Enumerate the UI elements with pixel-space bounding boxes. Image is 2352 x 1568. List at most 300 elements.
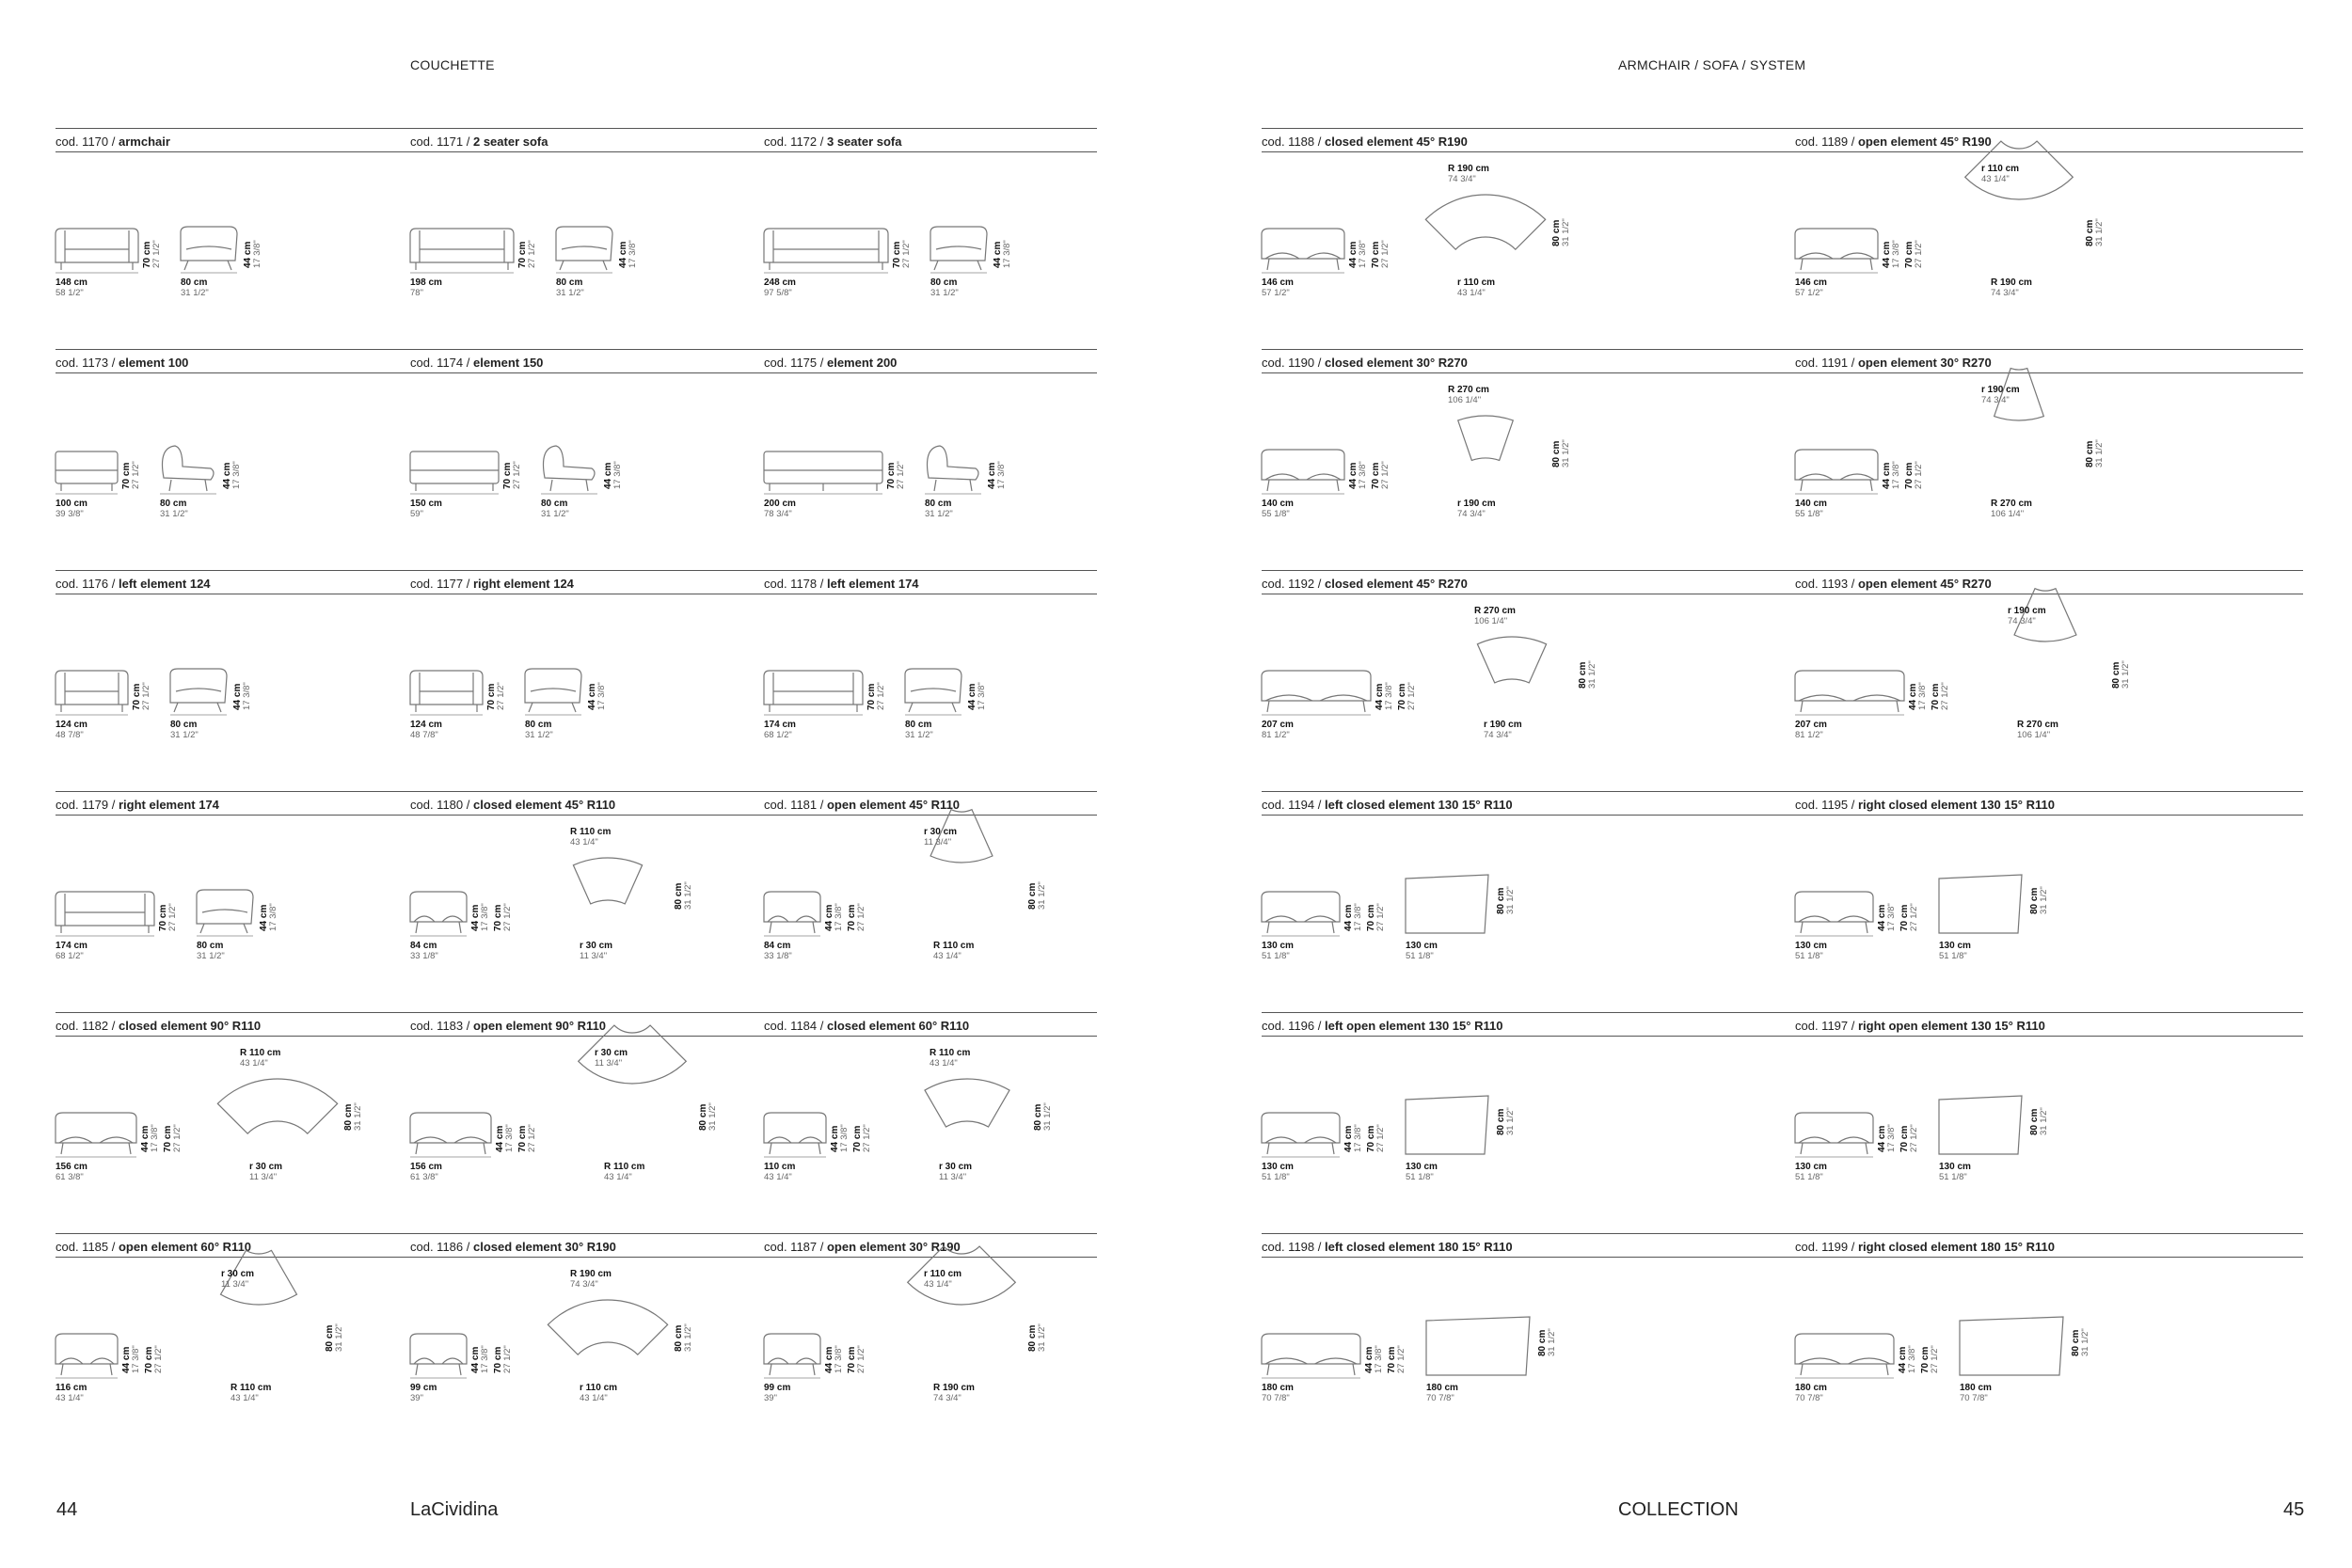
seat-in: 17 3/8": [1907, 1345, 1917, 1373]
seat-in: 17 3/8": [1353, 1124, 1363, 1152]
item-1180-plan-view: [573, 858, 642, 904]
item-1178-front-view: [764, 671, 863, 715]
item-1184-front-view: [764, 1113, 826, 1157]
seat-cm: 44 cm: [824, 904, 834, 931]
height-cm: 70 cm: [866, 683, 877, 710]
item-1181-front-view: [764, 892, 820, 936]
seat-cm: 44 cm: [618, 241, 628, 268]
seat-cm: 44 cm: [232, 683, 243, 710]
inner-radius-in: 11 3/4": [580, 951, 608, 961]
product-code: [1262, 356, 1468, 370]
product-item-1180: [410, 791, 764, 998]
technical-drawing: [410, 816, 749, 994]
drawing-canvas: [764, 152, 1103, 331]
product-name: closed element 60° R110: [826, 1019, 970, 1033]
outer-radius-in: 43 1/4": [1981, 174, 2010, 184]
inner-radius-in: 74 3/4": [1484, 730, 1512, 740]
product-name: closed element 30° R190: [472, 1240, 616, 1254]
seat-in: 17 3/8": [268, 903, 278, 931]
item-1171-side-view: [556, 227, 612, 273]
width-in: 51 1/8": [1795, 1172, 1823, 1182]
height-in: 27 1/2": [502, 1345, 513, 1373]
drawing-canvas: [56, 1258, 394, 1436]
plan-depth-in: 31 1/2": [1037, 1323, 1047, 1352]
code-number: cod. 1194 /: [1262, 798, 1325, 812]
height-in: 27 1/2": [167, 903, 178, 931]
drawing-canvas: [764, 1037, 1103, 1215]
plan-depth-cm: 80 cm: [2029, 1108, 2040, 1135]
product-code: [764, 356, 897, 370]
code-number: cod. 1171 /: [410, 135, 473, 149]
inner-radius-cm: R 110 cm: [230, 1383, 272, 1393]
outer-radius-in: 11 3/4": [221, 1279, 249, 1290]
item-1182-plan-view: [217, 1079, 337, 1133]
seat-cm: 44 cm: [470, 904, 481, 931]
height-cm: 70 cm: [1920, 1346, 1931, 1373]
drawing-canvas: [56, 1037, 394, 1215]
seat-in: 17 3/8": [1891, 240, 1901, 268]
technical-drawing: [1262, 152, 1600, 331]
product-row: [1262, 349, 2303, 556]
inner-radius-in: 43 1/4": [1457, 288, 1486, 298]
drawing-canvas: [1262, 152, 1600, 331]
outer-radius-cm: R 270 cm: [1474, 606, 1516, 616]
height-cm: 70 cm: [892, 241, 902, 268]
height-cm: 70 cm: [847, 904, 857, 931]
outer-radius-cm: r 190 cm: [2008, 606, 2046, 616]
width-cm: 156 cm: [410, 1162, 442, 1172]
drawing-canvas: [1795, 594, 2134, 773]
seat-in: 17 3/8": [839, 1124, 850, 1152]
height-cm: 70 cm: [502, 462, 513, 489]
width-cm: 99 cm: [764, 1383, 791, 1393]
item-1179-side-view: [197, 890, 253, 936]
plan-depth-in: 31 1/2": [1505, 1107, 1516, 1135]
inner-radius-in: 74 3/4": [1457, 509, 1486, 519]
plan-depth-cm: 80 cm: [2085, 219, 2095, 246]
inner-radius-cm: r 110 cm: [1457, 277, 1496, 288]
seat-in: 17 3/8": [612, 461, 623, 489]
technical-drawing: [410, 373, 749, 552]
height-cm: 70 cm: [132, 683, 142, 710]
height-in: 27 1/2": [856, 903, 866, 931]
technical-drawing: [56, 816, 394, 994]
inner-radius-in: 11 3/4": [939, 1172, 967, 1182]
technical-drawing: [56, 1258, 394, 1436]
width-cm: 130 cm: [1262, 1162, 1294, 1172]
product-name: open element 90° R110: [472, 1019, 607, 1033]
plan-depth-in: 31 1/2": [334, 1323, 344, 1352]
height-cm: 70 cm: [1904, 462, 1915, 489]
height-cm: 70 cm: [144, 1346, 154, 1373]
width-cm: 124 cm: [56, 720, 87, 730]
technical-drawing: [764, 816, 1103, 994]
product-code: [56, 577, 211, 591]
seat-in: 17 3/8": [1917, 682, 1928, 710]
plan-width-in: 51 1/8": [1406, 1172, 1434, 1182]
drawing-canvas: [764, 1258, 1103, 1436]
product-item-1184: [764, 1012, 1097, 1219]
drawing-canvas: [410, 594, 749, 773]
item-1198-front-view: [1262, 1334, 1360, 1378]
product-code: [1262, 1019, 1502, 1033]
width-cm: 156 cm: [56, 1162, 87, 1172]
height-cm: 70 cm: [1899, 904, 1910, 931]
product-item-1177: [410, 570, 764, 777]
technical-drawing: [1795, 1037, 2134, 1215]
product-code: [1795, 798, 2055, 812]
code-number: cod. 1195 /: [1795, 798, 1858, 812]
item-1185-front-view: [56, 1334, 118, 1378]
product-code: [1795, 135, 1992, 149]
product-item-1176: [56, 570, 410, 777]
item-1188-plan-view: [1425, 195, 1545, 249]
width-cm: 207 cm: [1262, 720, 1294, 730]
code-number: cod. 1170 /: [56, 135, 119, 149]
product-name: open element 60° R110: [118, 1240, 252, 1254]
item-1199-front-view: [1795, 1334, 1894, 1378]
code-number: cod. 1183 /: [410, 1019, 473, 1033]
code-number: cod. 1189 /: [1795, 135, 1858, 149]
seat-in: 17 3/8": [1002, 240, 1012, 268]
plan-depth-in: 31 1/2": [353, 1102, 363, 1131]
plan-width-cm: 130 cm: [1406, 941, 1438, 951]
depth-in: 31 1/2": [930, 288, 959, 298]
code-number: cod. 1193 /: [1795, 577, 1858, 591]
outer-radius-cm: R 110 cm: [930, 1048, 971, 1058]
product-code: [1262, 577, 1468, 591]
product-item-1196: [1262, 1012, 1795, 1219]
plan-depth-cm: 80 cm: [1496, 887, 1506, 914]
outer-radius-in: 74 3/4": [1981, 395, 2010, 405]
height-cm: 70 cm: [1366, 1125, 1376, 1152]
plan-depth-in: 31 1/2": [707, 1102, 718, 1131]
item-1177-side-view: [525, 669, 581, 715]
width-cm: 198 cm: [410, 277, 442, 288]
item-1176-side-view: [170, 669, 227, 715]
code-number: cod. 1175 /: [764, 356, 827, 370]
item-1186-front-view: [410, 1334, 467, 1378]
code-number: cod. 1172 /: [764, 135, 827, 149]
width-cm: 140 cm: [1795, 499, 1827, 509]
height-in: 27 1/2": [862, 1124, 872, 1152]
inner-radius-in: 106 1/4": [2017, 730, 2051, 740]
product-name: closed element 45° R190: [1324, 135, 1468, 149]
inner-radius-cm: r 30 cm: [939, 1162, 973, 1172]
height-in: 27 1/2": [1396, 1345, 1406, 1373]
drawing-canvas: [764, 816, 1103, 994]
product-name: right element 174: [118, 798, 219, 812]
outer-radius-in: 11 3/4": [924, 837, 952, 847]
plan-depth-in: 31 1/2": [1505, 886, 1516, 914]
item-1183-front-view: [410, 1113, 491, 1157]
product-item-1191: [1795, 349, 2303, 556]
outer-radius-in: 74 3/4": [570, 1279, 598, 1290]
seat-cm: 44 cm: [587, 683, 597, 710]
product-name: left open element 130 15° R110: [1324, 1019, 1503, 1033]
code-number: cod. 1187 /: [764, 1240, 827, 1254]
technical-drawing: [1795, 1258, 2134, 1436]
technical-drawing: [1262, 373, 1600, 552]
drawing-canvas: [1795, 816, 2134, 994]
product-item-1190: [1262, 349, 1795, 556]
seat-in: 17 3/8": [480, 1345, 490, 1373]
inner-radius-cm: R 270 cm: [2017, 720, 2058, 730]
product-code: [764, 135, 901, 149]
depth-cm: 80 cm: [556, 277, 583, 288]
height-cm: 70 cm: [847, 1346, 857, 1373]
outer-radius-cm: r 190 cm: [1981, 385, 2020, 395]
height-cm: 70 cm: [517, 241, 528, 268]
seat-cm: 44 cm: [1908, 683, 1918, 710]
plan-depth-in: 31 1/2": [2094, 218, 2105, 246]
seat-in: 17 3/8": [996, 461, 1007, 489]
item-1179-front-view: [56, 892, 154, 936]
depth-cm: 80 cm: [197, 941, 224, 951]
depth-in: 31 1/2": [197, 951, 225, 961]
item-1180-front-view: [410, 892, 467, 936]
product-row: [56, 1233, 1097, 1440]
width-cm: 130 cm: [1795, 1162, 1827, 1172]
width-in: 68 1/2": [56, 951, 84, 961]
item-1189-front-view: [1795, 229, 1878, 273]
outer-radius-in: 74 3/4": [2008, 616, 2036, 626]
left-footer-brand: LaCividina: [410, 1499, 499, 1520]
plan-width-cm: 180 cm: [1960, 1383, 1992, 1393]
height-cm: 70 cm: [493, 1346, 503, 1373]
inner-radius-cm: r 110 cm: [580, 1383, 618, 1393]
code-number: cod. 1178 /: [764, 577, 827, 591]
code-number: cod. 1199 /: [1795, 1240, 1858, 1254]
width-in: 57 1/2": [1795, 288, 1823, 298]
code-number: cod. 1176 /: [56, 577, 119, 591]
height-in: 27 1/2": [1914, 461, 1924, 489]
width-cm: 180 cm: [1795, 1383, 1827, 1393]
height-in: 27 1/2": [527, 240, 537, 268]
plan-depth-cm: 80 cm: [1537, 1329, 1548, 1356]
product-code: [410, 1240, 616, 1254]
drawing-canvas: [56, 594, 394, 773]
inner-radius-cm: r 30 cm: [249, 1162, 283, 1172]
width-in: 70 7/8": [1795, 1393, 1823, 1403]
plan-depth-in: 31 1/2": [1561, 218, 1571, 246]
item-1174-side-view: [541, 446, 597, 494]
technical-drawing: [1795, 152, 2134, 331]
plan-width-cm: 130 cm: [1406, 1162, 1438, 1172]
right-section-title: ARMCHAIR / SOFA / SYSTEM: [1618, 57, 1806, 72]
seat-in: 17 3/8": [1358, 461, 1368, 489]
seat-in: 17 3/8": [231, 461, 242, 489]
product-item-1171: [410, 128, 764, 335]
width-cm: 130 cm: [1795, 941, 1827, 951]
depth-in: 31 1/2": [925, 509, 953, 519]
code-number: cod. 1185 /: [56, 1240, 119, 1254]
depth-cm: 80 cm: [925, 499, 952, 509]
height-in: 27 1/2": [1380, 240, 1391, 268]
technical-drawing: [764, 152, 1103, 331]
item-1192-front-view: [1262, 671, 1371, 715]
technical-drawing: [764, 1258, 1103, 1436]
width-in: 55 1/8": [1262, 509, 1290, 519]
item-1198-plan-view: [1426, 1317, 1530, 1375]
right-page-number: 45: [2283, 1499, 2305, 1520]
item-1196-plan-view: [1406, 1096, 1488, 1154]
width-cm: 84 cm: [764, 941, 791, 951]
technical-drawing: [764, 1037, 1103, 1215]
technical-drawing: [1262, 816, 1600, 994]
outer-radius-cm: r 30 cm: [221, 1269, 255, 1279]
code-number: cod. 1188 /: [1262, 135, 1325, 149]
code-number: cod. 1177 /: [410, 577, 473, 591]
technical-drawing: [410, 1258, 749, 1436]
seat-in: 17 3/8": [131, 1345, 141, 1373]
width-cm: 110 cm: [764, 1162, 796, 1172]
width-in: 81 1/2": [1795, 730, 1823, 740]
height-in: 27 1/2": [1909, 903, 1919, 931]
product-item-1179: [56, 791, 410, 998]
outer-radius-cm: r 30 cm: [924, 827, 958, 837]
product-item-1199: [1795, 1233, 2303, 1440]
technical-drawing: [1795, 373, 2134, 552]
plan-depth-cm: 80 cm: [674, 882, 684, 910]
product-name: armchair: [118, 135, 170, 149]
inner-radius-in: 74 3/4": [933, 1393, 961, 1403]
technical-drawing: [764, 373, 1103, 552]
height-in: 27 1/2": [1375, 903, 1386, 931]
seat-cm: 44 cm: [1364, 1346, 1375, 1373]
outer-radius-cm: r 110 cm: [1981, 164, 2020, 174]
width-in: 51 1/8": [1262, 951, 1290, 961]
item-1196-front-view: [1262, 1113, 1340, 1157]
item-1175-side-view: [925, 446, 981, 494]
product-name: open element 45° R110: [826, 798, 961, 812]
height-cm: 70 cm: [1366, 904, 1376, 931]
technical-drawing: [56, 373, 394, 552]
product-code: [1262, 135, 1468, 149]
product-code: [764, 798, 960, 812]
product-row: [1262, 1233, 2303, 1440]
drawing-canvas: [410, 152, 749, 331]
width-in: 70 7/8": [1262, 1393, 1290, 1403]
depth-cm: 80 cm: [905, 720, 932, 730]
height-cm: 70 cm: [1904, 241, 1915, 268]
seat-cm: 44 cm: [1877, 904, 1887, 931]
drawing-canvas: [410, 373, 749, 552]
width-in: 58 1/2": [56, 288, 84, 298]
height-cm: 70 cm: [1387, 1346, 1397, 1373]
height-cm: 70 cm: [486, 683, 497, 710]
inner-radius-in: 43 1/4": [230, 1393, 259, 1403]
width-in: 51 1/8": [1262, 1172, 1290, 1182]
height-in: 27 1/2": [496, 682, 506, 710]
outer-radius-in: 106 1/4": [1448, 395, 1482, 405]
plan-depth-in: 31 1/2": [1037, 881, 1047, 910]
seat-cm: 44 cm: [1343, 904, 1354, 931]
height-in: 27 1/2": [1375, 1124, 1386, 1152]
drawing-canvas: [1795, 152, 2134, 331]
item-1187-front-view: [764, 1334, 820, 1378]
left-section-title: COUCHETTE: [410, 57, 495, 72]
width-in: 48 7/8": [410, 730, 438, 740]
inner-radius-cm: r 190 cm: [1457, 499, 1496, 509]
outer-radius-cm: R 110 cm: [570, 827, 612, 837]
product-item-1182: [56, 1012, 410, 1219]
product-name: element 150: [472, 356, 544, 370]
left-page-number: 44: [56, 1499, 78, 1520]
width-in: 39 3/8": [56, 509, 84, 519]
drawing-canvas: [1795, 1258, 2134, 1436]
plan-depth-in: 31 1/2": [2039, 886, 2049, 914]
width-cm: 150 cm: [410, 499, 442, 509]
height-in: 27 1/2": [131, 461, 141, 489]
code-number: cod. 1192 /: [1262, 577, 1325, 591]
plan-width-cm: 130 cm: [1939, 1162, 1971, 1172]
item-1176-front-view: [56, 671, 128, 715]
height-cm: 70 cm: [1899, 1125, 1910, 1152]
plan-depth-cm: 80 cm: [2111, 661, 2122, 689]
plan-depth-cm: 80 cm: [1027, 882, 1038, 910]
seat-cm: 44 cm: [495, 1125, 505, 1152]
height-cm: 70 cm: [493, 904, 503, 931]
height-in: 27 1/2": [1909, 1124, 1919, 1152]
plan-depth-in: 31 1/2": [683, 881, 693, 910]
seat-in: 17 3/8": [596, 682, 607, 710]
plan-width-in: 70 7/8": [1960, 1393, 1988, 1403]
height-cm: 70 cm: [852, 1125, 863, 1152]
technical-drawing: [764, 594, 1103, 773]
product-code: [1795, 1240, 2055, 1254]
product-name: element 100: [118, 356, 189, 370]
height-cm: 70 cm: [163, 1125, 173, 1152]
item-1170-side-view: [181, 227, 237, 273]
width-cm: 140 cm: [1262, 499, 1294, 509]
inner-radius-in: 43 1/4": [933, 951, 961, 961]
seat-in: 17 3/8": [834, 1345, 844, 1373]
seat-in: 17 3/8": [1384, 682, 1394, 710]
product-item-1170: [56, 128, 410, 335]
outer-radius-cm: r 110 cm: [924, 1269, 962, 1279]
item-1173-front-view: [56, 451, 118, 494]
height-in: 27 1/2": [151, 240, 162, 268]
product-name: left element 124: [118, 577, 211, 591]
drawing-canvas: [1262, 594, 1600, 773]
height-cm: 70 cm: [517, 1125, 528, 1152]
drawing-canvas: [1262, 816, 1600, 994]
item-1199-plan-view: [1960, 1317, 2063, 1375]
product-name: open element 45° R190: [1857, 135, 1992, 149]
width-cm: 174 cm: [764, 720, 796, 730]
item-1172-front-view: [764, 229, 888, 273]
inner-radius-cm: r 30 cm: [580, 941, 613, 951]
width-in: 39": [410, 1393, 423, 1403]
outer-radius-cm: R 190 cm: [1448, 164, 1489, 174]
product-item-1194: [1262, 791, 1795, 998]
drawing-canvas: [1795, 373, 2134, 552]
plan-depth-cm: 80 cm: [698, 1103, 708, 1131]
height-in: 27 1/2": [512, 461, 522, 489]
seat-in: 17 3/8": [1353, 903, 1363, 931]
width-cm: 124 cm: [410, 720, 442, 730]
product-item-1198: [1262, 1233, 1795, 1440]
width-in: 59": [410, 509, 423, 519]
seat-in: 17 3/8": [834, 903, 844, 931]
plan-width-in: 51 1/8": [1406, 951, 1434, 961]
product-code: [764, 1240, 961, 1254]
seat-in: 17 3/8": [1886, 903, 1897, 931]
plan-depth-in: 31 1/2": [2080, 1328, 2090, 1356]
code-number: cod. 1191 /: [1795, 356, 1858, 370]
product-item-1193: [1795, 570, 2303, 777]
